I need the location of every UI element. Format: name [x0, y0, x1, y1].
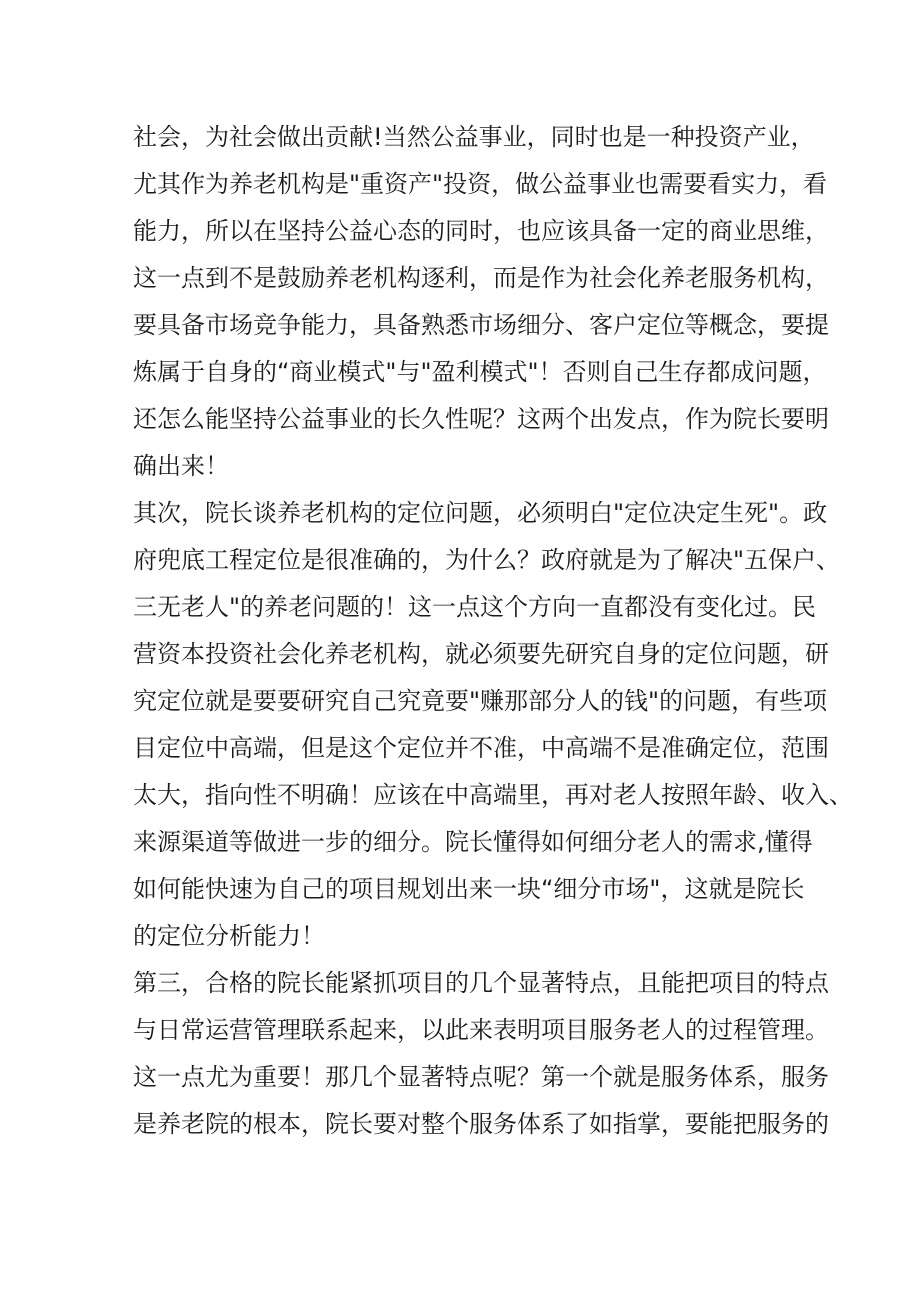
- text-line-5: 要具备市场竞争能力，具备熟悉市场细分、客户定位等概念，要提: [133, 311, 829, 339]
- text-line-9: 其次，院长谈养老机构的定位问题，必须明白"定位决定生死"。政: [133, 499, 828, 527]
- text-line-16: 来源渠道等做进一步的细分。院长懂得如何细分老人的需求,懂得: [133, 828, 813, 856]
- text-line-14: 目定位中高端，但是这个定位并不准，中高端不是准确定位，范围: [133, 734, 829, 762]
- text-line-8: 确出来！: [133, 452, 229, 480]
- text-line-20: 与日常运营管理联系起来，以此来表明项目服务老人的过程管理。: [133, 1016, 829, 1044]
- text-line-1: 社会，为社会做出贡献!当然公益事业，同时也是一种投资产业，: [133, 123, 815, 151]
- text-line-19: 第三，合格的院长能紧抓项目的几个显著特点，且能把项目的特点: [133, 969, 829, 997]
- text-line-21: 这一点尤为重要！那几个显著特点呢？第一个就是服务体系，服务: [133, 1063, 829, 1091]
- text-line-11: 三无老人"的养老问题的！这一点这个方向一直都没有变化过。民: [133, 593, 817, 621]
- text-line-2: 尤其作为养老机构是"重资产"投资，做公益事业也需要看实力，看: [133, 170, 828, 198]
- text-line-12: 营资本投资社会化养老机构，就必须要先研究自身的定位问题，研: [133, 640, 829, 668]
- body-text: [133, 114, 853, 1148]
- text-line-10: 府兜底工程定位是很准确的，为什么？政府就是为了解决"五保户、: [133, 546, 841, 574]
- text-line-6: 炼属于自身的“商业模式"与"盈利模式"！否则自己生存都成问题，: [133, 358, 827, 386]
- text-line-3: 能力，所以在坚持公益心态的同时，也应该具备一定的商业思维，: [133, 217, 829, 245]
- text-line-22: 是养老院的根本，院长要对整个服务体系了如指掌，要能把服务的: [133, 1110, 829, 1138]
- text-line-7: 还怎么能坚持公益事业的长久性呢？这两个出发点，作为院长要明: [133, 405, 829, 433]
- text-line-18: 的定位分析能力！: [133, 922, 325, 950]
- text-line-4: 这一点到不是鼓励养老机构逐利，而是作为社会化养老服务机构，: [133, 264, 829, 292]
- text-line-15: 太大，指向性不明确！应该在中高端里，再对老人按照年龄、收入、: [133, 781, 853, 809]
- text-line-13: 究定位就是要要研究自己究竟要"赚那部分人的钱"的问题，有些项: [133, 687, 828, 715]
- text-line-17: 如何能快速为自己的项目规划出来一块“细分市场"，这就是院长: [133, 875, 805, 903]
